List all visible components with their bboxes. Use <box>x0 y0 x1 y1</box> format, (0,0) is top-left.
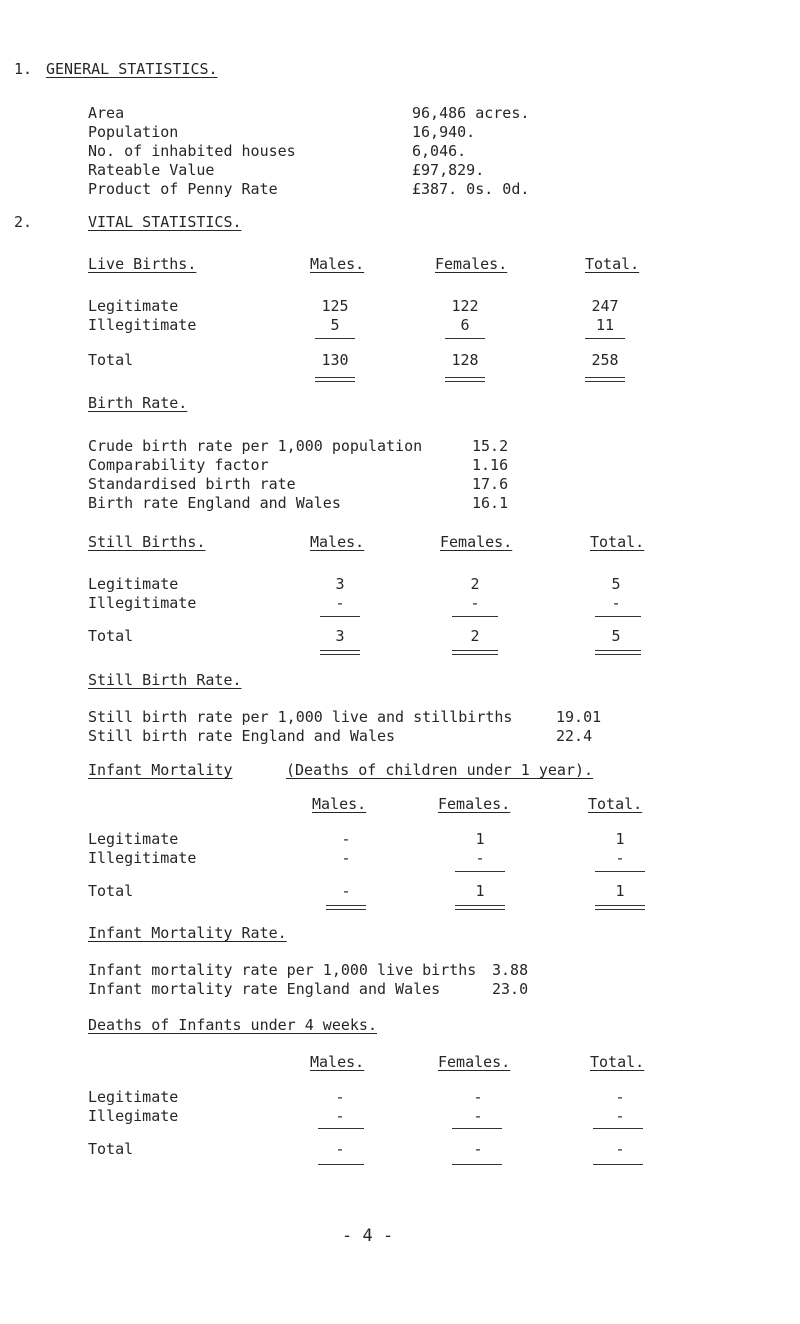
subtotal-rule <box>595 616 641 617</box>
birth-rate-title: Birth Rate. <box>88 394 188 412</box>
general-value-population: 16,940. <box>412 123 476 141</box>
general-value-rateable-value: £97,829. <box>412 161 485 179</box>
infant-mortality-cell: 1 <box>615 830 625 848</box>
section-2-title: VITAL STATISTICS. <box>88 213 242 231</box>
general-value-houses: 6,046. <box>412 142 467 160</box>
live-births-cell: 11 <box>595 316 615 334</box>
total-double-rule <box>595 650 641 655</box>
total-double-rule <box>320 650 360 655</box>
still-births-header-females: Females. <box>440 533 513 551</box>
still-births-row-label: Legitimate <box>88 575 179 593</box>
live-births-row-label: Legitimate <box>88 297 179 315</box>
birth-rate-label: Standardised birth rate <box>88 475 296 493</box>
infant-mortality-cell: 1 <box>615 882 625 900</box>
deaths-row-label: Total <box>88 1140 134 1158</box>
infant-mortality-rate-value: 3.88 <box>492 961 529 979</box>
still-birth-rate-label: Still birth rate England and Wales <box>88 727 396 745</box>
still-births-row-label: Illegitimate <box>88 594 197 612</box>
live-births-header-females: Females. <box>435 255 508 273</box>
infant-mortality-row-label: Total <box>88 882 134 900</box>
live-births-title: Live Births. <box>88 255 197 273</box>
infant-mortality-cell: - <box>615 849 625 867</box>
birth-rate-value: 1.16 <box>472 456 509 474</box>
deaths-cell: - <box>473 1107 483 1125</box>
subtotal-rule <box>320 616 360 617</box>
deaths-under-4-weeks-title: Deaths of Infants under 4 weeks. <box>88 1016 377 1034</box>
birth-rate-value: 16.1 <box>472 494 509 512</box>
total-double-rule <box>315 377 355 382</box>
total-double-rule <box>585 377 625 382</box>
still-birth-rate-value: 22.4 <box>556 727 593 745</box>
still-births-title: Still Births. <box>88 533 206 551</box>
live-births-cell: 247 <box>591 297 619 315</box>
still-births-cell: - <box>335 594 345 612</box>
live-births-cell: 5 <box>330 316 340 334</box>
live-births-cell: 128 <box>451 351 479 369</box>
live-births-cell: 125 <box>321 297 349 315</box>
infant-mortality-header-females: Females. <box>438 795 511 813</box>
deaths-cell: - <box>473 1088 483 1106</box>
live-births-header-males: Males. <box>310 255 365 273</box>
subtotal-rule <box>593 1128 643 1129</box>
general-value-penny-rate: £387. 0s. 0d. <box>412 180 530 198</box>
still-births-cell: 5 <box>611 627 621 645</box>
subtotal-rule <box>318 1128 364 1129</box>
infant-mortality-rate-value: 23.0 <box>492 980 529 998</box>
infant-mortality-title: Infant Mortality <box>88 761 233 779</box>
general-label-penny-rate: Product of Penny Rate <box>88 180 278 198</box>
infant-mortality-cell: - <box>341 882 351 900</box>
infant-mortality-rate-label: Infant mortality rate England and Wales <box>88 980 441 998</box>
subtotal-rule <box>585 338 625 339</box>
still-birth-rate-title: Still Birth Rate. <box>88 671 242 689</box>
still-births-header-males: Males. <box>310 533 365 551</box>
subtotal-rule <box>595 871 645 872</box>
still-births-cell: 3 <box>335 627 345 645</box>
live-births-row-label: Illegitimate <box>88 316 197 334</box>
subtotal-rule <box>315 338 355 339</box>
deaths-cell: - <box>335 1088 345 1106</box>
infant-mortality-cell: - <box>475 849 485 867</box>
page-number: - 4 - <box>342 1226 394 1246</box>
deaths-header-males: Males. <box>310 1053 365 1071</box>
general-label-rateable-value: Rateable Value <box>88 161 215 179</box>
deaths-cell: - <box>615 1088 625 1106</box>
live-births-cell: 122 <box>451 297 479 315</box>
still-births-cell: - <box>470 594 480 612</box>
subtotal-rule <box>445 338 485 339</box>
subtotal-rule <box>452 616 498 617</box>
infant-mortality-cell: 1 <box>475 830 485 848</box>
infant-mortality-cell: 1 <box>475 882 485 900</box>
deaths-header-total: Total. <box>590 1053 645 1071</box>
deaths-cell: - <box>335 1140 345 1158</box>
total-double-rule <box>452 650 498 655</box>
infant-mortality-row-label: Legitimate <box>88 830 179 848</box>
deaths-cell: - <box>473 1140 483 1158</box>
infant-mortality-cell: - <box>341 849 351 867</box>
section-2-number: 2. <box>14 213 33 231</box>
general-label-population: Population <box>88 123 179 141</box>
deaths-header-females: Females. <box>438 1053 511 1071</box>
live-births-cell: 130 <box>321 351 349 369</box>
still-birth-rate-label: Still birth rate per 1,000 live and stillbirths <box>88 708 513 726</box>
birth-rate-label: Birth rate England and Wales <box>88 494 341 512</box>
deaths-cell: - <box>335 1107 345 1125</box>
infant-mortality-rate-label: Infant mortality rate per 1,000 live births <box>88 961 477 979</box>
still-birth-rate-value: 19.01 <box>556 708 602 726</box>
deaths-row-label: Legitimate <box>88 1088 179 1106</box>
total-double-rule <box>595 905 645 910</box>
infant-mortality-cell: - <box>341 830 351 848</box>
still-births-cell: - <box>611 594 621 612</box>
live-births-cell: 258 <box>591 351 619 369</box>
live-births-header-total: Total. <box>585 255 640 273</box>
birth-rate-label: Crude birth rate per 1,000 population <box>88 437 423 455</box>
subtotal-rule <box>452 1128 502 1129</box>
birth-rate-value: 17.6 <box>472 475 509 493</box>
still-births-row-label: Total <box>88 627 134 645</box>
live-births-cell: 6 <box>460 316 470 334</box>
general-label-houses: No. of inhabited houses <box>88 142 296 160</box>
infant-mortality-row-label: Illegitimate <box>88 849 197 867</box>
deaths-row-label: Illegimate <box>88 1107 179 1125</box>
total-double-rule <box>326 905 366 910</box>
subtotal-rule <box>455 871 505 872</box>
still-births-cell: 2 <box>470 627 480 645</box>
still-births-cell: 5 <box>611 575 621 593</box>
section-1-title: GENERAL STATISTICS. <box>46 60 218 78</box>
birth-rate-label: Comparability factor <box>88 456 269 474</box>
section-1-number: 1. <box>14 60 33 78</box>
infant-mortality-header-males: Males. <box>312 795 367 813</box>
subtotal-rule <box>593 1164 643 1165</box>
total-double-rule <box>455 905 505 910</box>
deaths-cell: - <box>615 1140 625 1158</box>
subtotal-rule <box>452 1164 502 1165</box>
live-births-row-label: Total <box>88 351 134 369</box>
deaths-cell: - <box>615 1107 625 1125</box>
infant-mortality-rate-title: Infant Mortality Rate. <box>88 924 287 942</box>
still-births-cell: 2 <box>470 575 480 593</box>
birth-rate-value: 15.2 <box>472 437 509 455</box>
general-label-area: Area <box>88 104 125 122</box>
still-births-cell: 3 <box>335 575 345 593</box>
still-births-header-total: Total. <box>590 533 645 551</box>
total-double-rule <box>445 377 485 382</box>
infant-mortality-subtitle: (Deaths of children under 1 year). <box>286 761 594 779</box>
infant-mortality-header-total: Total. <box>588 795 643 813</box>
general-value-area: 96,486 acres. <box>412 104 530 122</box>
subtotal-rule <box>318 1164 364 1165</box>
